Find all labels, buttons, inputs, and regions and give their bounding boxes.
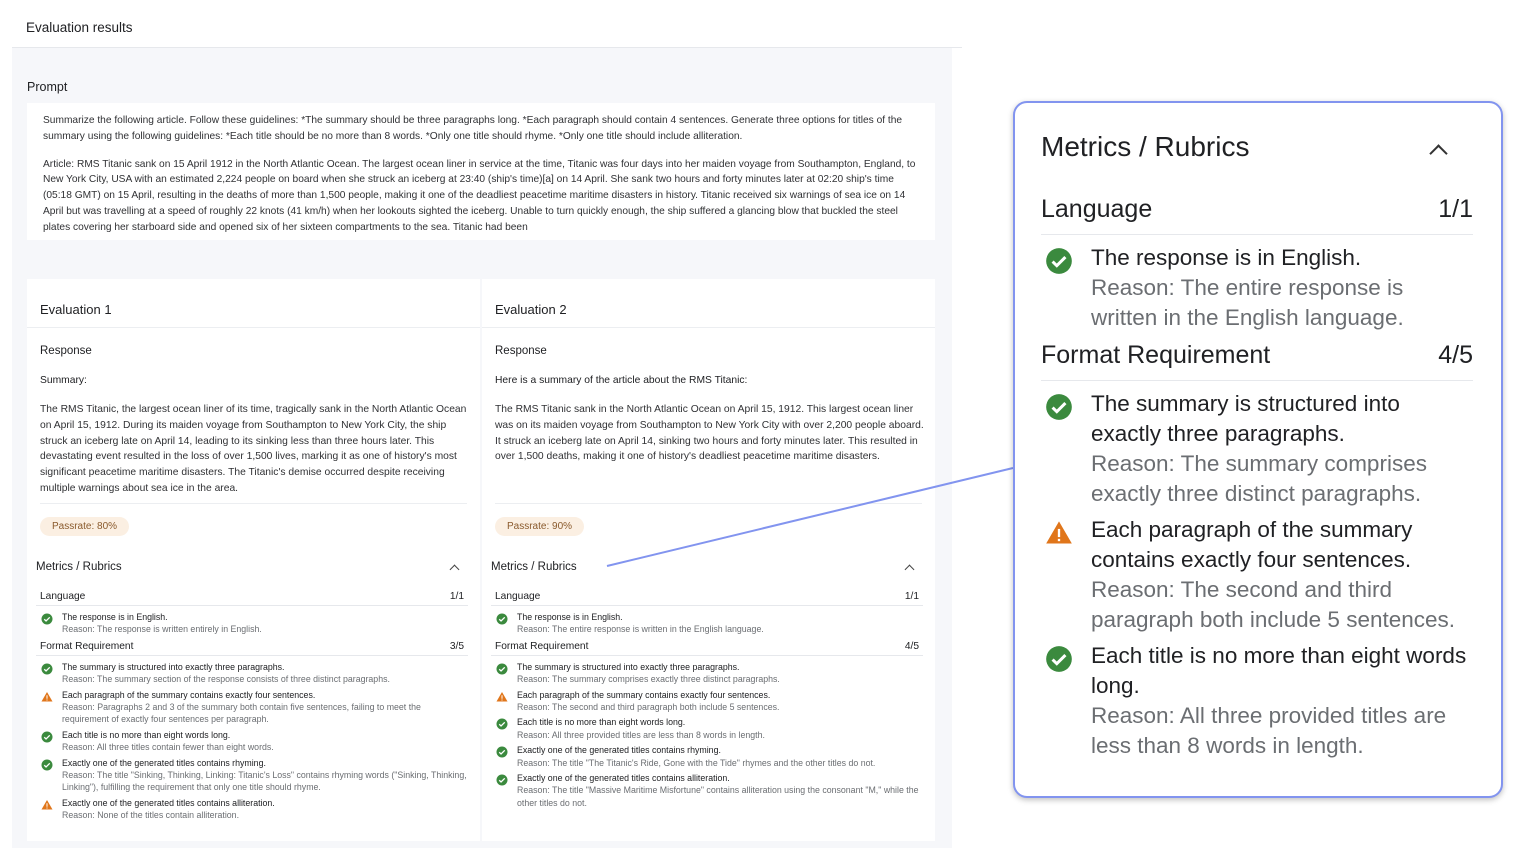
metric-group-name: Format Requirement <box>40 640 134 652</box>
metric-group-header <box>491 589 923 606</box>
metric-item <box>1041 515 1473 635</box>
response-intro: Here is a summary of the article about the RMS Titanic: <box>495 375 748 386</box>
metric-criterion: The response is in English. <box>1091 245 1362 270</box>
metric-group-score: 1/1 <box>904 591 919 602</box>
metric-criterion: Each title is no more than eight words long. <box>517 717 686 728</box>
metric-item <box>491 716 923 741</box>
metrics-list <box>491 589 923 812</box>
metric-criterion: The response is in English. <box>62 612 168 622</box>
check-circle-icon <box>41 662 53 674</box>
passrate-badge: Passrate: 90% <box>495 517 584 536</box>
chevron-up-icon[interactable] <box>1429 144 1447 162</box>
metrics-rubrics-callout <box>1013 101 1503 798</box>
metric-reason: Reason: The summary comprises exactly three distinct paragraphs. <box>517 674 780 685</box>
response-intro: Summary: <box>40 375 87 386</box>
response-body: The RMS Titanic sank in the North Atlantic Ocean on April 15, 1912. This largest ocean liner was on its maiden voyage from Southampton to New York City with over 2,200 people aboard. It struck an iceberg late on April 14, sinking two hours and forty minutes later. This resulted in over 1,500 deaths, making it one of history's deadliest peacetime maritime disasters. <box>495 404 924 463</box>
metric-criterion: The summary is structured into exactly three paragraphs. <box>62 661 285 672</box>
metric-criterion: The response is in English. <box>517 612 623 622</box>
metric-item <box>491 661 923 686</box>
evaluation-results-panel <box>12 0 962 848</box>
metrics-rubrics-toggle[interactable] <box>36 561 458 573</box>
check-circle-icon <box>496 773 508 785</box>
metric-item <box>36 689 468 726</box>
warning-icon <box>1045 519 1073 547</box>
metrics-list <box>36 589 468 825</box>
metric-criterion: Exactly one of the generated titles contains rhyming. <box>517 745 721 756</box>
metric-criterion: Each paragraph of the summary contains exactly four sentences. <box>1091 517 1413 572</box>
metric-reason: Reason: None of the titles contain alliteration. <box>62 810 240 821</box>
metric-reason: Reason: All three provided titles are less than 8 words in length. <box>517 729 765 740</box>
check-circle-icon <box>496 717 508 729</box>
check-circle-icon <box>496 662 508 674</box>
response-body: The RMS Titanic, the largest ocean liner of its time, tragically sank in the North Atlantic Ocean on April 15, 1912. During its maiden voyage from Southampton to New York City, the ship struck an iceberg late on April 14, leading to its sinking less than three hours later. This devastating event resulted in the loss of over 1,500 lives, marking it as one of history's most significant peacetime maritime disasters. The Titanic's demise occurred despite receiving multiple warnings about sea ice in the area. <box>40 404 467 494</box>
metric-item <box>36 729 468 754</box>
check-circle-icon <box>41 758 53 770</box>
metric-group-header <box>491 639 923 656</box>
metric-item <box>36 757 468 794</box>
metric-group-header <box>1041 341 1473 381</box>
prompt-card[interactable] <box>27 103 935 240</box>
metric-reason: Reason: All three titles contain fewer than eight words. <box>62 742 274 753</box>
metric-group-score: 4/5 <box>904 640 919 652</box>
metric-item <box>491 689 923 714</box>
check-circle-icon <box>1045 393 1073 421</box>
warning-icon <box>496 690 508 702</box>
metric-group-name: Format Requirement <box>1041 341 1271 369</box>
metric-criterion: Each title is no more than eight words long. <box>62 729 231 740</box>
metrics-rubrics-toggle[interactable] <box>491 561 913 573</box>
metric-group-score: 1/1 <box>449 591 464 602</box>
metric-group-name: Language <box>1041 195 1153 223</box>
metrics-rubrics-label: Metrics / Rubrics <box>491 561 577 573</box>
check-circle-icon <box>496 745 508 757</box>
warning-icon <box>41 798 53 810</box>
divider <box>495 503 922 504</box>
metric-criterion: The summary is structured into exactly three paragraphs. <box>517 661 740 672</box>
warning-icon <box>41 690 53 702</box>
metric-group-header <box>36 589 468 606</box>
metric-reason: Reason: The summary comprises exactly three distinct paragraphs. <box>1091 451 1427 506</box>
metric-criterion: Exactly one of the generated titles contains rhyming. <box>62 757 266 768</box>
check-circle-icon <box>1045 247 1073 275</box>
metric-criterion: Exactly one of the generated titles contains alliteration. <box>517 773 730 784</box>
evaluation-title: Evaluation 1 <box>40 302 112 317</box>
prompt-instructions: Summarize the following article. Follow these guidelines: *The summary should be three paragraphs long. *Each paragraph should contain 4 sentences. Generate three options for titles of the summary using the following guidelines: *Each title should be no more than 8 words. *Only one title should rhyme. *Only one title should include alliteration. <box>43 115 903 142</box>
check-circle-icon <box>41 612 53 624</box>
metric-item <box>36 661 468 686</box>
metric-item <box>1041 243 1473 333</box>
response-label: Response <box>495 345 547 357</box>
metric-group-name: Format Requirement <box>495 640 589 652</box>
prompt-article: Article: RMS Titanic sank on 15 April 1912 in the North Atlantic Ocean. The largest ocean liner in service at the time, Titanic was four days into her maiden voyage from Southampton, England, to New York City, USA with an estimated 2,224 people on board when she struck an iceberg at 23:40 (ship's time)[a] on 14 April. She sank two hours and forty minutes later at 02:20 ship's time (05:18 GMT) on 15 April, resulting in the deaths of more than 1,500 people, making it one of the deadliest peacetime maritime disasters in history. Titanic received six warnings of sea ice on 14 April but was travelling at a speed of roughly 22 knots (41 km/h) when her lookouts sighted the iceberg. Unable to turn quickly enough, the ship suffered a glancing blow that buckled the steel plates covering her starboard side and opened six of her sixteen compartments to the sea. Titanic had been <box>43 158 916 233</box>
metric-group-name: Language <box>40 591 86 602</box>
metrics-rubrics-label: Metrics / Rubrics <box>36 561 122 573</box>
metric-reason: Reason: The second and third paragraph both include 5 sentences. <box>1091 577 1456 632</box>
metric-group-score: 1/1 <box>1438 195 1473 223</box>
metric-reason: Reason: The title "Sinking, Thinking, Linking: Titanic's Loss" contains rhyming words ("Sinking, Thinking, Linking"), fulfilling the requirement that only one title should rhyme. <box>62 770 467 793</box>
metric-reason: Reason: The title "The Titanic's Ride, Gone with the Tide" rhymes and the other titles do not. <box>517 757 876 768</box>
divider <box>482 327 935 328</box>
metric-group-name: Language <box>495 591 541 602</box>
metric-item <box>36 797 468 822</box>
metric-reason: Reason: The entire response is written in the English language. <box>1091 275 1404 330</box>
metric-criterion: Each paragraph of the summary contains exactly four sentences. <box>62 689 316 700</box>
metric-group-header <box>36 639 468 656</box>
metric-item <box>491 611 923 636</box>
evaluation-title: Evaluation 2 <box>495 302 567 317</box>
divider <box>40 503 467 504</box>
evaluation-card-2 <box>482 279 935 841</box>
response-label: Response <box>40 345 92 357</box>
prompt-label: Prompt <box>27 80 68 94</box>
passrate-badge: Passrate: 80% <box>40 517 129 536</box>
metric-item <box>1041 389 1473 509</box>
metric-reason: Reason: The entire response is written in the English language. <box>517 624 764 635</box>
metric-group-header <box>1041 195 1473 235</box>
metric-item <box>1041 641 1473 761</box>
callout-title: Metrics / Rubrics <box>1041 131 1250 162</box>
metric-reason: Reason: Paragraphs 2 and 3 of the summary both contain five sentences, failing to meet the requirement of exactly four sentences per paragraph. <box>62 702 421 725</box>
metric-reason: Reason: The title "Massive Maritime Misfortune" contains alliteration using the consonant "M," while the other titles do not. <box>517 785 919 808</box>
metric-criterion: Each paragraph of the summary contains exactly four sentences. <box>517 689 771 700</box>
metric-criterion: Exactly one of the generated titles contains alliteration. <box>62 797 275 808</box>
metric-group-score: 3/5 <box>449 640 464 652</box>
metric-item <box>491 772 923 809</box>
callout-metrics-list <box>1041 195 1473 767</box>
metric-reason: Reason: All three provided titles are less than 8 words in length. <box>1091 703 1447 758</box>
chevron-up-icon[interactable] <box>450 565 460 575</box>
check-circle-icon <box>496 612 508 624</box>
metric-reason: Reason: The response is written entirely in English. <box>62 624 262 635</box>
metric-item <box>491 744 923 769</box>
evaluation-card-1 <box>27 279 480 841</box>
chevron-up-icon[interactable] <box>905 565 915 575</box>
metric-criterion: The summary is structured into exactly three paragraphs. <box>1091 391 1400 446</box>
metric-item <box>36 611 468 636</box>
page-title: Evaluation results <box>26 20 133 35</box>
check-circle-icon <box>41 730 53 742</box>
metric-reason: Reason: The summary section of the response consists of three distinct paragraphs. <box>62 674 390 685</box>
metric-group-score: 4/5 <box>1438 341 1473 369</box>
metric-reason: Reason: The second and third paragraph both include 5 sentences. <box>517 702 780 713</box>
check-circle-icon <box>1045 645 1073 673</box>
metric-criterion: Each title is no more than eight words long. <box>1091 643 1467 698</box>
divider <box>27 327 480 328</box>
